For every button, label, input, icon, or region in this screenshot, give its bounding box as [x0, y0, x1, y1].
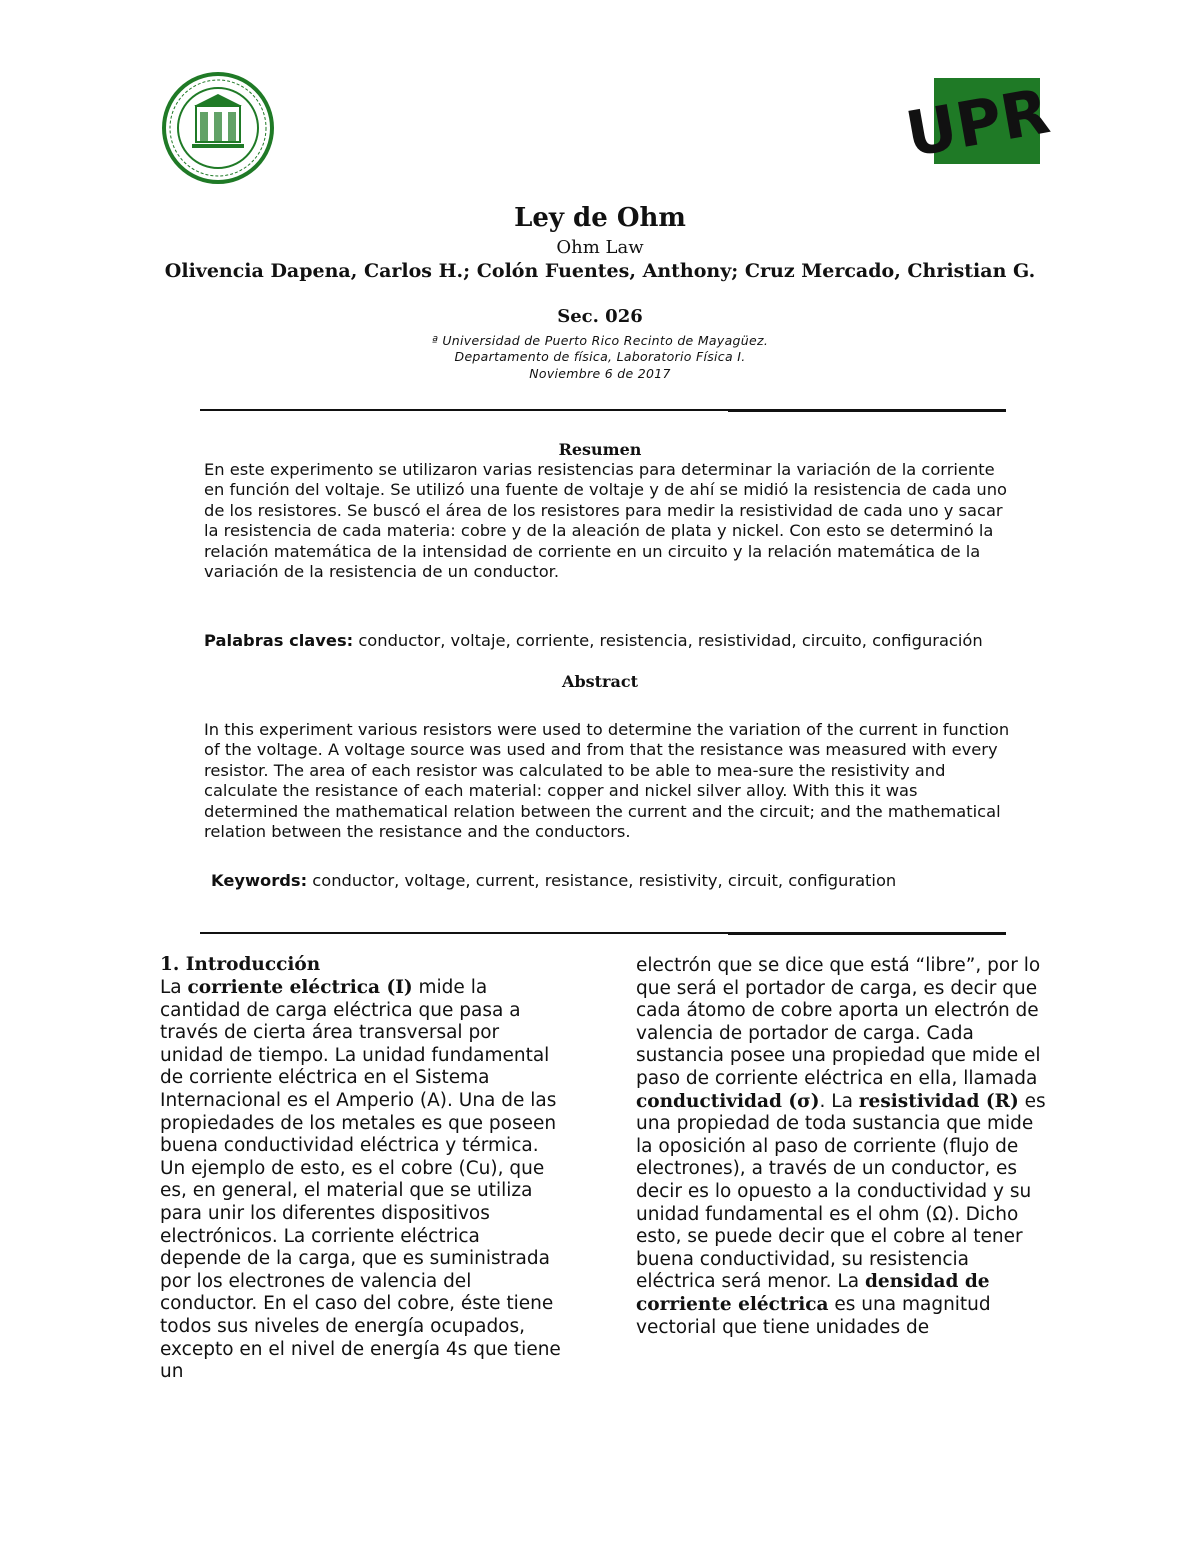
intro-column-left	[160, 977, 565, 1384]
keywords-text: conductor, voltaje, corriente, resistencia, resistividad, circuito, configuración	[353, 631, 983, 650]
author-list: Olivencia Dapena, Carlos H.; Colón Fuentes, Anthony; Cruz Mercado, Christian G.	[164, 260, 1036, 282]
term-densidad: densidad de corriente eléctrica	[636, 1271, 990, 1315]
abstract-body: In this experiment various resistors were used to determine the variation of the current in function of the voltage. A voltage source was used and from that the resistance was measured with every resistor. The area of each resistor was calculated to be able to mea-sure the resistivity and calculate the resistance of each material: copper and nickel silver alloy. With this it was determined the mathematical relation between the current and the circuit; and the mathematical relation between the resistance and the conductors.	[204, 720, 1010, 842]
intro-text: . La	[819, 1090, 859, 1112]
abstract-heading: Abstract	[562, 672, 638, 691]
affiliation-university: ª Universidad de Puerto Rico Recinto de Mayagüez.	[431, 333, 769, 348]
divider-top	[200, 409, 728, 411]
section-number: Sec. 026	[557, 306, 643, 327]
resumen-body: En este experimento se utilizaron varias resistencias para determinar la variación de la corriente en función del voltaje. Se utilizó una fuente de voltaje y de ahí se midió la resistencia de cada uno de los resistores. Se buscó el área de los resistores para medir la resistividad de cada uno y sacar la resistencia de cada materia: cobre y de la aleación de plata y nickel. Con esto se determinó la relación matemática de la intensidad de corriente en un circuito y la relación matemática de la variación de la resistencia de un conductor.	[204, 460, 1007, 582]
affiliation-department: Departamento de física, Laboratorio Física I.	[454, 349, 746, 364]
resumen-heading: Resumen	[558, 440, 642, 459]
university-seal-logo	[160, 72, 276, 184]
paper-title: Ley de Ohm	[514, 203, 686, 233]
term-conductividad: conductividad (σ)	[636, 1090, 820, 1112]
resumen-keywords	[204, 631, 1014, 651]
intro-text: es una propiedad de toda sustancia que mide la oposición al paso de corriente (flujo de electrones), a través de un conductor, es decir es lo opuesto a la conductividad y su unidad fundamental es el ohm (Ω). Dicho esto, se puede decir que el cobre al tener buena conductividad, su resistencia eléctrica será menor. La	[636, 1090, 1046, 1293]
intro-text: mide la cantidad de carga eléctrica que pasa a través de cierta área transversal por unidad de tiempo. La unidad fundamental de corriente eléctrica en el Sistema Internacional es el Amperio (A). Una de las propiedades de los metales es que poseen buena conductividad eléctrica y térmica. Un ejemplo de esto, es el cobre (Cu), que es, en general, el material que se utiliza para unir los diferentes dispositivos electrónicos. La corriente eléctrica depende de la carga, que es suministrada por los electrones de valencia del conductor. En el caso del cobre, éste tiene todos sus niveles de energía ocupados, excepto en el nivel de energía 4s que tiene un	[160, 977, 561, 1383]
keywords-label-en: Keywords:	[211, 871, 308, 890]
intro-column-right	[636, 955, 1046, 1339]
upr-logo-text: UPR	[900, 74, 1055, 172]
divider-top-accent	[728, 409, 1006, 412]
paper-date: Noviembre 6 de 2017	[529, 366, 671, 381]
divider-bottom	[200, 932, 728, 934]
keywords-text-en: conductor, voltage, current, resistance, resistivity, circuit, configuration	[307, 871, 897, 890]
intro-text: La	[160, 977, 188, 998]
keywords-label: Palabras claves:	[204, 631, 354, 650]
divider-bottom-accent	[728, 932, 1006, 935]
paper-subtitle: Ohm Law	[556, 237, 644, 258]
term-corriente: corriente eléctrica (I)	[187, 977, 413, 998]
intro-heading: 1. Introducción	[160, 954, 321, 975]
intro-text: electrón que se dice que está “libre”, por lo que será el portador de carga, es decir que cada átomo de cobre aporta un electrón de valencia de portador de carga. Cada sustancia posee una propiedad que mide el paso de corriente eléctrica en ella, llamada	[636, 955, 1041, 1089]
abstract-keywords	[211, 871, 1021, 891]
intro-text: es una magnitud vectorial que tiene unidades de	[636, 1293, 991, 1338]
term-resistividad: resistividad (R)	[858, 1090, 1019, 1112]
upr-logo	[900, 74, 1055, 172]
